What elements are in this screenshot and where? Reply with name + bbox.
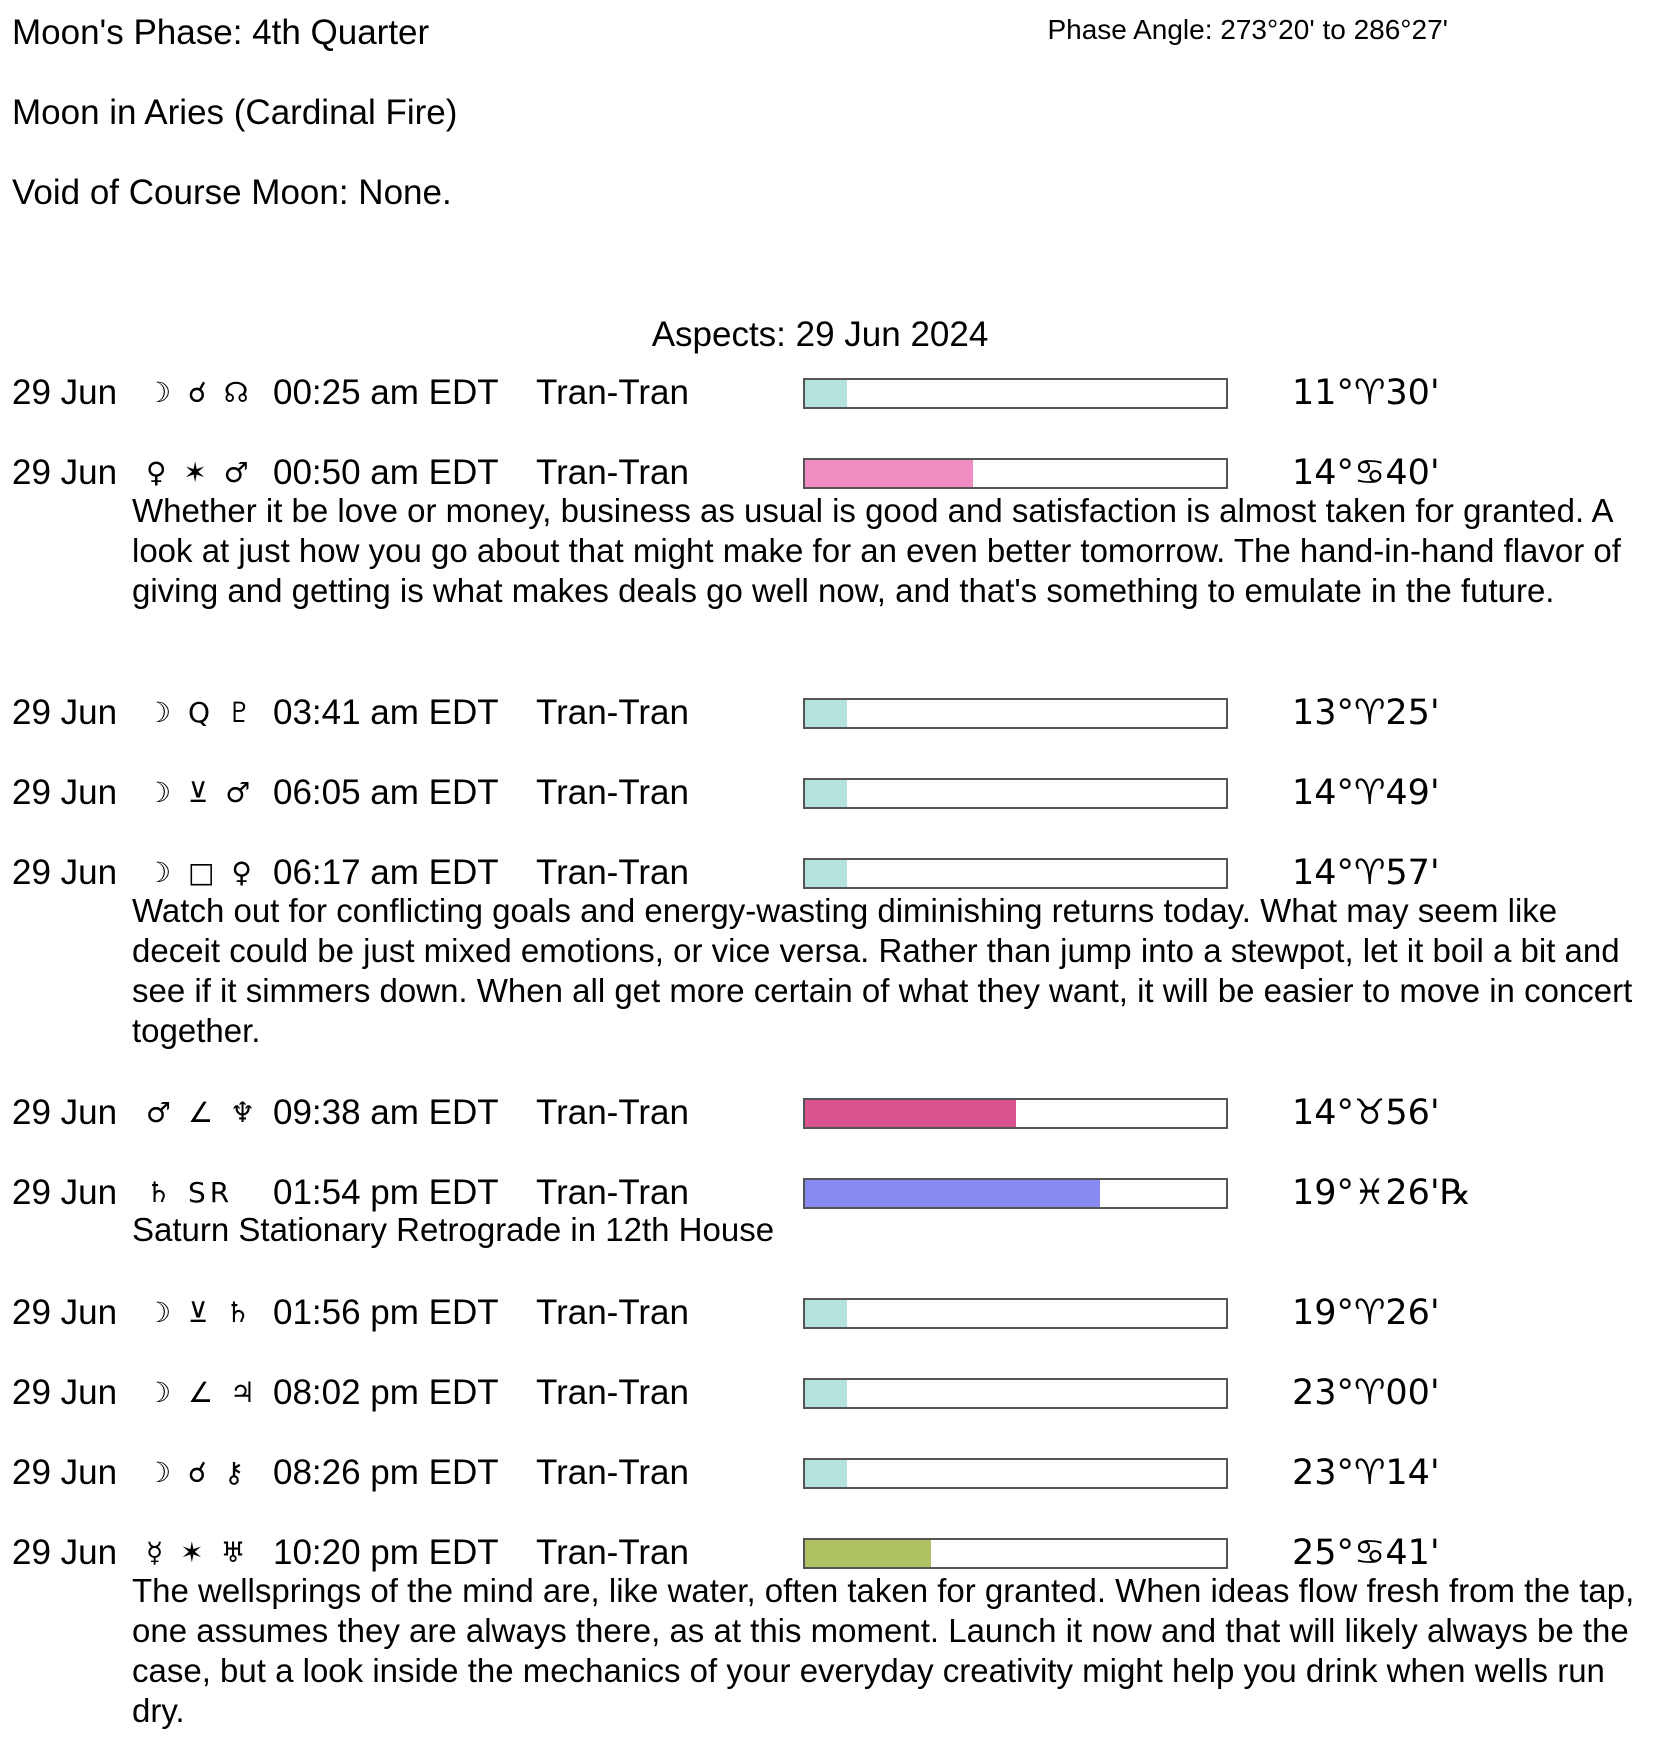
strength-bar-fill (805, 1180, 1100, 1207)
aspect-position: 25°♋41' (1292, 1533, 1440, 1573)
aspect-type: Tran-Tran (536, 1093, 689, 1132)
strength-bar (803, 378, 1228, 409)
aspect-position: 13°♈25' (1292, 693, 1440, 733)
aspect-position: 14°♉56' (1292, 1093, 1440, 1133)
aspect-row (0, 1091, 1670, 1135)
aspect-date: 29 Jun (12, 1093, 118, 1132)
strength-bar-fill (805, 780, 847, 807)
aspect-position: 19°♓26'℞ (1292, 1173, 1471, 1213)
strength-bar (803, 1538, 1228, 1569)
strength-bar (803, 858, 1228, 889)
aspect-date: 29 Jun (12, 1293, 118, 1332)
aspect-row (0, 1531, 1670, 1575)
aspect-date: 29 Jun (12, 453, 118, 492)
strength-bar-fill (805, 1540, 931, 1567)
aspect-type: Tran-Tran (536, 1533, 689, 1572)
aspect-date: 29 Jun (12, 1533, 118, 1572)
aspect-time: 08:02 pm EDT (273, 1373, 499, 1412)
aspect-row (0, 1171, 1670, 1215)
aspect-glyphs-icon: ☽ ∠ ♃ (146, 1376, 260, 1409)
aspect-position: 23°♈14' (1292, 1453, 1440, 1493)
aspect-description: Whether it be love or money, business as usual is good and satisfaction is almost taken for granted. A look at just how you go about that might make for an even better tomorrow. The hand-in-hand flavor of giving and getting is what makes deals go well now, and that's something to emulate in the future. (132, 492, 1621, 609)
aspect-row (0, 1371, 1670, 1415)
strength-bar (803, 458, 1228, 489)
strength-bar-fill (805, 1300, 847, 1327)
aspect-date: 29 Jun (12, 1453, 118, 1492)
strength-bar (803, 1458, 1228, 1489)
aspect-type: Tran-Tran (536, 773, 689, 812)
moon-phase: Moon's Phase: 4th Quarter (12, 13, 430, 52)
void-of-course: Void of Course Moon: None. (12, 173, 452, 212)
aspect-time: 00:25 am EDT (273, 373, 499, 412)
strength-bar-fill (805, 700, 847, 727)
aspect-time: 03:41 am EDT (273, 693, 499, 732)
strength-bar (803, 1098, 1228, 1129)
strength-bar-fill (805, 1100, 1016, 1127)
aspect-row (0, 371, 1670, 415)
aspect-glyphs-icon: ♂ ∠ ♆ (146, 1096, 260, 1129)
aspect-glyphs-icon: ♄ SR (146, 1176, 234, 1209)
aspect-date: 29 Jun (12, 373, 118, 412)
strength-bar-fill (805, 860, 847, 887)
aspect-date: 29 Jun (12, 1373, 118, 1412)
strength-bar (803, 1378, 1228, 1409)
aspect-type: Tran-Tran (536, 373, 689, 412)
aspect-glyphs-icon: ☽ Q ♇ (146, 696, 257, 729)
aspect-position: 11°♈30' (1292, 373, 1440, 413)
aspect-glyphs-icon: ☽ ☌ ⚷ (146, 1456, 249, 1489)
strength-bar-fill (805, 380, 847, 407)
aspect-position: 23°♈00' (1292, 1373, 1440, 1413)
aspect-description: Watch out for conflicting goals and energy-wasting diminishing returns today. What may seem like deceit could be just mixed emotions, or vice versa. Rather than jump into a stewpot, let it boil a bit and see if it simmers down. When all get more certain of what they want, it will be easier to move in concert together. (132, 892, 1633, 1049)
strength-bar (803, 698, 1228, 729)
aspect-glyphs-icon: ♀ ✶ ♂ (146, 456, 253, 489)
strength-bar (803, 1298, 1228, 1329)
aspect-position: 14°♋40' (1292, 453, 1440, 493)
strength-bar (803, 1178, 1228, 1209)
aspect-glyphs-icon: ☽ ⊻ ♄ (146, 1296, 255, 1329)
aspect-glyphs-icon: ☽ □ ♀ (146, 856, 256, 889)
aspect-type: Tran-Tran (536, 1373, 689, 1412)
aspect-type: Tran-Tran (536, 693, 689, 732)
moon-sign: Moon in Aries (Cardinal Fire) (12, 93, 458, 132)
aspect-row (0, 451, 1670, 495)
aspect-glyphs-icon: ☽ ☌ ☊ (146, 376, 253, 409)
aspect-description: Saturn Stationary Retrograde in 12th House (132, 1211, 775, 1248)
aspect-position: 14°♈57' (1292, 853, 1440, 893)
aspect-time: 08:26 pm EDT (273, 1453, 499, 1492)
aspect-position: 14°♈49' (1292, 773, 1440, 813)
aspect-time: 00:50 am EDT (273, 453, 499, 492)
aspect-time: 06:17 am EDT (273, 853, 499, 892)
aspect-type: Tran-Tran (536, 853, 689, 892)
phase-angle: Phase Angle: 273°20' to 286°27' (1047, 14, 1448, 45)
strength-bar-fill (805, 1380, 847, 1407)
aspect-row (0, 771, 1670, 815)
aspect-type: Tran-Tran (536, 1293, 689, 1332)
strength-bar-fill (805, 1460, 847, 1487)
aspect-time: 01:54 pm EDT (273, 1173, 499, 1212)
aspects-title: Aspects: 29 Jun 2024 (651, 315, 989, 354)
aspect-row (0, 851, 1670, 895)
aspect-time: 01:56 pm EDT (273, 1293, 499, 1332)
aspect-date: 29 Jun (12, 1173, 118, 1212)
aspect-position: 19°♈26' (1292, 1293, 1440, 1333)
aspect-type: Tran-Tran (536, 1453, 689, 1492)
aspect-time: 06:05 am EDT (273, 773, 499, 812)
aspect-date: 29 Jun (12, 853, 118, 892)
aspect-date: 29 Jun (12, 773, 118, 812)
aspect-time: 09:38 am EDT (273, 1093, 499, 1132)
aspect-time: 10:20 pm EDT (273, 1533, 499, 1572)
aspect-type: Tran-Tran (536, 1173, 689, 1212)
aspect-row (0, 1291, 1670, 1335)
strength-bar (803, 778, 1228, 809)
strength-bar-fill (805, 460, 973, 487)
aspect-row (0, 691, 1670, 735)
aspect-row (0, 1451, 1670, 1495)
aspect-glyphs-icon: ☽ ⊻ ♂ (146, 776, 255, 809)
aspect-glyphs-icon: ☿ ✶ ♅ (146, 1536, 250, 1569)
aspect-description: The wellsprings of the mind are, like water, often taken for granted. When ideas flow fresh from the tap, one assumes they are always there, as at this moment. Launch it now and that will likely always be the case, but a look inside the mechanics of your everyday creativity might help you drink when wells run dry. (132, 1572, 1635, 1729)
aspect-type: Tran-Tran (536, 453, 689, 492)
aspect-date: 29 Jun (12, 693, 118, 732)
